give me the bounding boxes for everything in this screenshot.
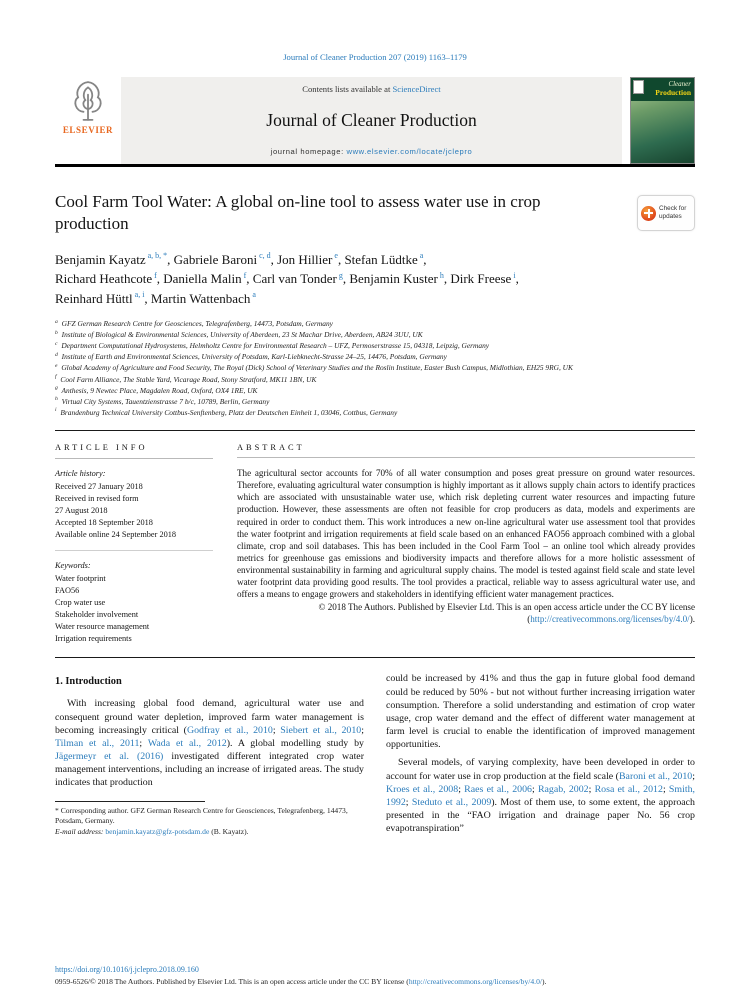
- elsevier-logo: [55, 77, 121, 164]
- citation-link[interactable]: Tilman et al., 2011: [55, 737, 140, 749]
- affiliation-marker: e: [55, 362, 58, 369]
- intro-paragraph-1: [55, 697, 364, 789]
- affiliation: $^b$ Institute of Biological & Environmental Sciences, University of Aberdeen, 23 St Machar Drive, Aberdeen, AB24 3UU, UK: [55, 329, 423, 340]
- author-affiliation-marker: e: [334, 251, 338, 261]
- author-affiliation-marker: a: [252, 290, 256, 300]
- citation-link[interactable]: Baroni et al., 2010: [618, 770, 693, 782]
- citation-link[interactable]: Wada et al., 2012: [147, 737, 227, 749]
- citation-link[interactable]: Raes et al., 2006: [464, 783, 532, 795]
- author: Reinhard Hüttl $^{a, i}$: [55, 290, 145, 306]
- affiliation-marker: i: [55, 407, 57, 414]
- affiliation: $^e$ Global Academy of Agriculture and Food Security, The Royal (Dick) School of Veterinary Studies and the Roslin Institute, Easter Bush Campus, Midlothian, EH25 9RG, UK: [55, 362, 573, 373]
- title-row: [55, 191, 695, 235]
- journal-title: Journal of Cleaner Production: [266, 110, 477, 130]
- author: Gabriele Baroni $^{c, d}$: [173, 251, 271, 267]
- author: Martin Wattenbach $^a$: [150, 290, 256, 306]
- author-affiliation-marker: f: [154, 270, 157, 280]
- affiliation: $^f$ Cool Farm Alliance, The Stable Yard, Vicarage Road, Stony Stratford, MK11 1BN, UK: [55, 374, 317, 384]
- article-history-label: Article history:: [55, 469, 106, 479]
- contents-line: [302, 84, 440, 94]
- text-run: ;: [588, 783, 595, 795]
- affiliation: $^d$ Institute of Earth and Environmental Sciences, University of Potsdam, Karl-Liebknecht-Strasse 24–25, 14476, Potsdam, Germany: [55, 351, 447, 362]
- license-close: ).: [689, 614, 695, 625]
- check-updates-label: Check for updates: [659, 205, 687, 220]
- text-run: ;: [531, 783, 538, 795]
- article-info-rule: [55, 458, 213, 459]
- abstract-column: [237, 440, 695, 645]
- page-footer: [55, 964, 695, 987]
- affiliation: $^c$ Department Computational Hydrosystems, Helmholtz Centre for Environmental Research – UFZ, Permoserstrasse 15, 04318, Leipzig, Germany: [55, 340, 490, 351]
- history-line: Received 27 January 2018: [55, 482, 143, 492]
- intro-paragraph-2: [386, 672, 695, 751]
- footer-license-link[interactable]: http://creativecommons.org/licenses/by/4.0/: [408, 976, 542, 986]
- text-run: ;: [272, 724, 281, 736]
- copyright-line: © 2018 The Authors. Published by Elsevier Ltd. This is an open access article under the CC BY license: [318, 602, 695, 613]
- info-abstract-block: [55, 440, 695, 645]
- cover-title-line1: Cleaner: [668, 80, 691, 88]
- email-suffix: (B. Kayatz).: [211, 827, 249, 837]
- email-link[interactable]: benjamin.kayatz@gfz-potsdam.de: [105, 827, 210, 837]
- affiliation: $^i$ Brandenburg Technical University Cottbus-Senftenberg, Platz der Deutschen Einheit 1, 03046, Cottbus, Germany: [55, 407, 398, 417]
- author: Dirk Freese $^i$: [450, 270, 516, 286]
- keyword: Water resource management: [55, 622, 150, 632]
- affiliation-marker: a: [55, 318, 58, 325]
- license-link[interactable]: http://creativecommons.org/licenses/by/4.0/: [530, 614, 690, 625]
- keyword: Stakeholder involvement: [55, 610, 139, 620]
- author-affiliation-marker: c, d: [259, 251, 271, 261]
- text-run: ;: [458, 783, 465, 795]
- doi-line: [55, 964, 695, 976]
- citation-link[interactable]: Smith, 1992: [386, 783, 695, 808]
- elsevier-tree-icon: [70, 78, 106, 124]
- keywords-label: Keywords:: [55, 561, 91, 571]
- footnote: [55, 801, 364, 838]
- text-run: ). A global modelling study by: [226, 737, 364, 749]
- keyword: Irrigation requirements: [55, 634, 132, 644]
- author: Richard Heathcote $^f$: [55, 270, 157, 286]
- sciencedirect-link[interactable]: ScienceDirect: [392, 84, 441, 94]
- license-open: (: [527, 614, 531, 625]
- history-line: Accepted 18 September 2018: [55, 518, 153, 528]
- article-title: Cool Farm Tool Water: A global on-line tool to assess water use in crop production: [55, 192, 541, 233]
- email-line: [55, 827, 364, 838]
- author-affiliation-marker: a: [419, 251, 424, 261]
- article-info-column: [55, 440, 213, 645]
- affiliations-list: [55, 318, 695, 418]
- affiliation-marker: b: [55, 329, 58, 336]
- text-run: ;: [361, 724, 364, 736]
- section-heading-introduction: 1. Introduction: [55, 676, 122, 688]
- abstract-copyright: [237, 601, 695, 625]
- keyword: Crop water use: [55, 598, 106, 608]
- footnote-rule: [55, 801, 205, 802]
- abstract-rule: [237, 457, 695, 458]
- author-affiliation-marker: f: [243, 270, 247, 280]
- author: Daniella Malin $^f$: [163, 270, 247, 286]
- journal-homepage-link[interactable]: www.elsevier.com/locate/jclepro: [346, 147, 473, 156]
- text-run: ;: [139, 737, 148, 749]
- intro-paragraph-3: [386, 756, 695, 835]
- doi-link[interactable]: https://doi.org/10.1016/j.jclepro.2018.09.160: [55, 964, 199, 974]
- author-affiliation-marker: a, b, *: [147, 251, 168, 261]
- issn-line: [55, 976, 695, 987]
- authors-line: Benjamin Kayatz $^{a, b, *}$, Gabriele Baroni $^{c, d}$, Jon Hillier $^e$, Stefan Lüdtke $^a$, Richard Heathcote $^f$, Daniella Malin $^f$, Carl van Tonder $^g$, Benjamin Kuster $^h$, Dirk Freese $^i$, Reinhard Hüttl $^{a, i}$, Martin Wattenbach $^a$: [55, 251, 519, 306]
- citation-link[interactable]: Jägermeyr et al. (2016): [55, 751, 164, 763]
- header-rule: [55, 164, 695, 167]
- elsevier-wordmark: ELSEVIER: [62, 125, 114, 135]
- citation-link[interactable]: Siebert et al., 2010: [280, 724, 362, 736]
- text-run: could be increased by 41% and thus the gap in future global food demand could be reduced by 50% - but not without further increasing irrigation water consumption. Therefore a solid understanding and estimation of crop water usage, crop water demand and the effect of different water management at farm level is crucial to enable the identification of improved management opportunities.: [386, 673, 695, 751]
- check-updates-icon: [641, 206, 656, 221]
- email-label: E-mail address:: [55, 827, 104, 837]
- text-run: ;: [692, 770, 695, 782]
- author: Jon Hillier $^e$: [277, 251, 338, 267]
- right-column: [386, 672, 695, 840]
- journal-banner: [121, 77, 622, 164]
- issn-text: 0959-6526/© 2018 The Authors. Published by Elsevier Ltd. This is an open access article under the CC BY license (: [55, 976, 409, 986]
- left-column: [55, 672, 364, 840]
- journal-header: [55, 77, 695, 164]
- homepage-label: journal homepage:: [270, 147, 347, 156]
- text-run: With increasing global food demand, agricultural water use and consequent ground water depletion, improved farm water management is becoming increasingly critical (: [55, 698, 364, 736]
- author-affiliation-marker: i: [513, 270, 516, 280]
- author-affiliation-marker: a, i: [134, 290, 145, 300]
- text-run: Several models, of varying complexity, have been developed in order to account for water use in crop production at the field scale (: [386, 757, 695, 782]
- history-line: Received in revised form: [55, 494, 139, 504]
- journal-cover: [630, 77, 695, 164]
- cover-elsevier-mark: [633, 80, 644, 94]
- citation-link[interactable]: Ragab, 2002: [537, 783, 589, 795]
- article-history-list: [55, 481, 213, 541]
- abstract-heading: ABSTRACT: [237, 442, 305, 452]
- abstract-text: The agricultural sector accounts for 70% of all water consumption and poses great pressure on ground water resources. Therefore, evaluating agricultural water consumption is highly important as it allows supply chain actors to identify practices which are associated with unsustainable water use, which risk depleting current water resources and impacting future production. However, these assessments are often not feasible for crop producers as data, models and experiments are required in order to conduct them. This work introduces a new on-line agricultural water use assessment tool that provides the water footprint and irrigation requirements at field scale based on an enhanced FAO56 approach combined with a global climate, crop and soil databases. This has been included in the Cool Farm Tool – an online tool which already provides metrics for greenhouse gas emissions and biodiversity impacts and therefore allows for a more holistic assessment of environmental sustainability in farming and agricultural supply chains. The model is tested against field scale and state level water footprint data providing good results. The tool provides a practical, reliable way to assess agricultural water use, and offers a means to engage growers and stakeholders in identifying efficient water management practices.: [237, 468, 695, 600]
- affiliation-marker: g: [55, 385, 58, 392]
- keyword: Water footprint: [55, 574, 106, 584]
- history-line: Available online 24 September 2018: [55, 530, 177, 540]
- affiliation-marker: d: [55, 351, 58, 358]
- license-line: [237, 613, 695, 625]
- keyword: FAO56: [55, 586, 80, 596]
- divider-top: [55, 430, 695, 431]
- cover-title-line2: Production: [655, 87, 691, 97]
- affiliation-marker: h: [55, 396, 58, 403]
- text-run: investigated different integrated crop water management interventions, including an increase of irrigated areas. The study indicates that production: [55, 751, 364, 789]
- author-affiliation-marker: g: [338, 270, 343, 280]
- divider-bottom: [55, 657, 695, 658]
- keywords-divider: [55, 550, 213, 551]
- affiliation-marker: c: [55, 340, 58, 347]
- affiliation: $^g$ Anthesis, 9 Newtec Place, Magdalen Road, Oxford, OX4 1RE, UK: [55, 385, 258, 395]
- check-updates-badge[interactable]: [637, 195, 695, 231]
- corresponding-author-note: * Corresponding author. GFZ German Research Centre for Geosciences, Telegrafenberg, 14473, Potsdam, Germany.: [55, 805, 348, 826]
- issn-suffix: ).: [541, 976, 547, 986]
- body-columns: [55, 672, 695, 840]
- citation-link[interactable]: Kroes et al., 2008: [386, 783, 459, 795]
- author: Stefan Lüdtke $^a$: [344, 251, 424, 267]
- author: Benjamin Kuster $^h$: [349, 270, 444, 286]
- author-affiliation-marker: h: [439, 270, 444, 280]
- affiliation: $^a$ GFZ German Research Centre for Geosciences, Telegrafenberg, 14473, Potsdam, Germany: [55, 318, 333, 328]
- text-run: ). Most of them use, to some extent, the approach presented in the “FAO irrigation and drainage paper No. 56 crop evapotranspiration”: [386, 796, 695, 835]
- text-run: ;: [405, 796, 412, 808]
- citation-link[interactable]: Godfray et al., 2010: [186, 724, 273, 736]
- keywords-list: [55, 573, 213, 645]
- contents-text: Contents lists available at: [302, 84, 393, 94]
- citation-link[interactable]: Rosa et al., 2012: [594, 783, 663, 795]
- text-run: ;: [662, 783, 669, 795]
- journal-ref: Journal of Cleaner Production 207 (2019) 1163–1179: [283, 52, 467, 62]
- article-info-heading: ARTICLE INFO: [55, 442, 148, 452]
- affiliation-marker: f: [55, 374, 57, 381]
- homepage-line: [271, 147, 473, 156]
- author: Carl van Tonder $^g$: [252, 270, 343, 286]
- citation-link[interactable]: Steduto et al., 2009: [411, 796, 492, 808]
- history-line: 27 August 2018: [55, 506, 108, 516]
- affiliation: $^h$ Virtual City Systems, Tauentzienstrasse 7 b/c, 10789, Berlin, Germany: [55, 396, 270, 406]
- author: Benjamin Kayatz $^{a, b, *}$: [55, 251, 168, 267]
